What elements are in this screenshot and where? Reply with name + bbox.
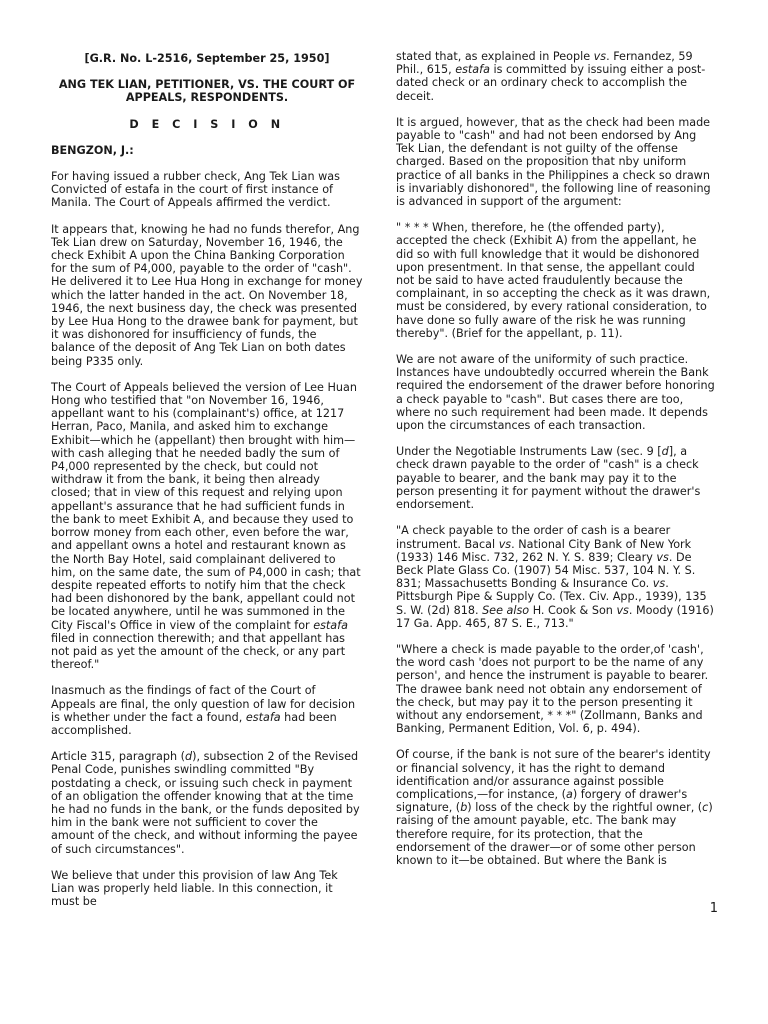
paragraph-bank-identity — [396, 748, 716, 867]
page-number: 1 — [709, 901, 718, 916]
paragraph-question-of-law — [51, 684, 363, 737]
italic-term: estafa — [455, 63, 490, 77]
paragraph-article-315 — [51, 750, 363, 856]
text-segment: H. Cook & Son — [529, 603, 617, 617]
paragraph-court-of-appeals — [51, 381, 363, 671]
italic-term: vs — [652, 577, 666, 591]
text-segment: . Moody (1916) 17 Ga. App. 465, 87 S. E., 713." — [396, 603, 714, 630]
italic-term: c — [702, 801, 709, 815]
italic-term: vs — [616, 603, 629, 617]
paragraph-nil — [396, 445, 716, 511]
italic-term: estafa — [245, 710, 281, 724]
text-segment: had been accomplished. — [51, 710, 337, 737]
italic-term: vs — [593, 50, 607, 63]
paragraph-argument: It is argued, however, that as the check had been made payable to "cash" and had not been endorsed by Ang Tek Lian, the defendant is not guilty of the offense charged. Based on the proposition that nby uniform practice of all banks in the Philippines a check so drawn is invariably dishonored", the following line of reasoning is advanced in support of the argument: — [396, 115, 711, 209]
paragraph-zollmann-quote: "Where a check is made payable to the order,of 'cash', the word cash 'does not purport to be the name of any person', and hence the instrument is payable to bearer. The drawee bank need not obtain any endorsement of the check, but may pay it to the person presenting it without any endorsement, * * *" (Zollmann, Banks and Banking, Permanent Edition, Vol. 6, p. 494). — [396, 642, 709, 736]
text-segment: ) raising of the amount payable, etc. The bank may therefore require, for its protection, that the endorsement of the drawer—or of some other person known to it—be obtained. But where the Bank is — [396, 801, 713, 867]
paragraph-brief-quote: " * * * When, therefore, he (the offended party), accepted the check (Exhibit A) from the appellant, he did so with full knowledge that it would be dishonored upon presentment. In that sense, the appellant could not be said to have acted fraudulently because the complainant, in so accepting the check as it was drawn, must be considered, by every rational consideration, to have done so fully aware of the risk he was running thereby". (Brief for the appellant, p. 11). — [396, 221, 711, 340]
italic-term: vs — [656, 550, 669, 564]
text-segment: Inasmuch as the findings of fact of the Court of Appeals are final, the only question of law for decision is whether under the fact a found, — [51, 684, 356, 724]
text-segment: stated that, as explained in People — [396, 50, 594, 63]
italic-term: See also — [482, 603, 530, 617]
text-segment: "A check payable to the order of cash is a bearer instrument. Bacal — [396, 524, 671, 551]
decision-heading: D E C I S I O N — [129, 117, 285, 131]
case-parties: ANG TEK LIAN, PETITIONER, VS. THE COURT OF APPEALS, RESPONDENTS. — [58, 78, 356, 105]
paragraph-facts: It appears that, knowing he had no funds therefor, Ang Tek Lian drew on Saturday, November 16, 1946, the check Exhibit A upon the China Banking Corporation for the sum of P4,000, payable to the order of "cash". He delivered it to Lee Hua Hong in exchange for money which the latter handed in the act. On November 18, 1946, the next business day, the check was presented by Lee Hua Hong to the drawee bank for payment, but it was dishonored for insufficiency of funds, the balance of the deposit of Ang Tek Lian on both dates being P335 only. — [51, 222, 363, 368]
text-segment: The Court of Appeals believed the version of Lee Huan Hong who testified that "on November 16, 1946, appellant want to his (complainant's) office, at 1217 Herran, Paco, Manila, and asked him to exchange Exhibit—which he (appellant) then brought with him—with cash alleging that he needed badly the sum of P4,000 represented by the check, but could not withdraw it from the bank, it being then already closed; that in view of this request and relying upon appellant's assurance that he had sufficient funds in the bank to meet Exhibit A, and because they used to borrow money from each other, even before the war, and appellant owns a hotel and restaurant known as the North Bay Hotel, said complainant delivered to him, on the same date, the sum of P4,000 in cash; that despite repeated efforts to notify him that the check had been dishonored by the bank, appellant could not be located anywhere, until he was summoned in the City Fiscal's Office in view of the complaint for — [51, 380, 361, 632]
text-segment: Article 315, paragraph ( — [51, 750, 185, 764]
text-segment: ) loss of the check by the rightful owner, ( — [467, 801, 703, 815]
italic-term: vs — [498, 537, 512, 551]
text-segment: . Pittsburgh Pipe & Supply Co. (Tex. Civ. App., 1939), 135 S. W. (2d) 818. — [396, 577, 707, 617]
paragraph-held-liable: We believe that under this provision of law Ang Tek Lian was properly held liable. In this connection, it must be — [51, 868, 338, 909]
text-segment: . Fernandez, 59 Phil., 615, — [396, 50, 693, 77]
text-segment: filed in connection therewith; and that appellant has not paid as yet the amount of the check, or any part thereof." — [51, 631, 346, 672]
paragraph-practice: We are not aware of the uniformity of such practice. Instances have undoubtedly occurred wherein the Bank required the endorsement of the drawer before honoring a check payable to "cash". But cases there are too, where no such requirement had been made. It depends upon the circumstances of each transaction. — [396, 353, 715, 433]
text-segment: . National City Bank of New York (1933) 146 Misc. 732, 262 N. Y. S. 839; Cleary — [396, 537, 692, 564]
text-segment: . De Beck Plate Glass Co. (1907) 54 Misc. 537, 104 N. Y. S. 831; Massachusetts Bonding & Insurance Co. — [396, 550, 696, 591]
right-column — [396, 50, 716, 880]
italic-term: d — [661, 445, 669, 459]
text-segment: Of course, if the bank is not sure of the bearer's identity or financial solvency, it has the right to demand identification and/or assurance against possible complications,—for instance, ( — [396, 748, 711, 801]
paragraph-bearer-instrument — [396, 524, 716, 630]
text-segment: ) forgery of drawer's signature, ( — [396, 787, 688, 815]
paragraph-intro: For having issued a rubber check, Ang Tek Lian was Convicted of estafa in the court of first instance of Manila. The Court of Appeals affirmed the verdict. — [51, 170, 340, 210]
italic-term: estafa — [313, 618, 348, 632]
text-segment: is committed by issuing either a post-dated check or an ordinary check to accomplish the deceit. — [396, 63, 706, 103]
italic-term: b — [460, 801, 468, 815]
text-segment: Under the Negotiable Instruments Law (sec. 9 [ — [396, 445, 662, 459]
justice-name: BENGZON, J.: — [51, 143, 134, 157]
case-number: [G.R. No. L-2516, September 25, 1950] — [84, 52, 330, 65]
left-column — [51, 52, 363, 921]
italic-term: d — [185, 750, 193, 764]
text-segment: ], a check drawn payable to the order of "cash" is a check payable to bearer, and the bank may pay it to the person presenting it for payment without the drawer's endorsement. — [396, 445, 701, 512]
paragraph-people-vs-fernandez — [396, 50, 716, 103]
text-segment: ), subsection 2 of the Revised Penal Code, punishes swindling committed "By postdating a check, or issuing such check in payment of an obligation the offender knowing that at the time he had no funds in the bank, or the funds deposited by him in the bank were not sufficient to cover the amount of the check, and without informing the payee of such circumstances". — [51, 750, 360, 856]
italic-term: a — [566, 787, 573, 801]
